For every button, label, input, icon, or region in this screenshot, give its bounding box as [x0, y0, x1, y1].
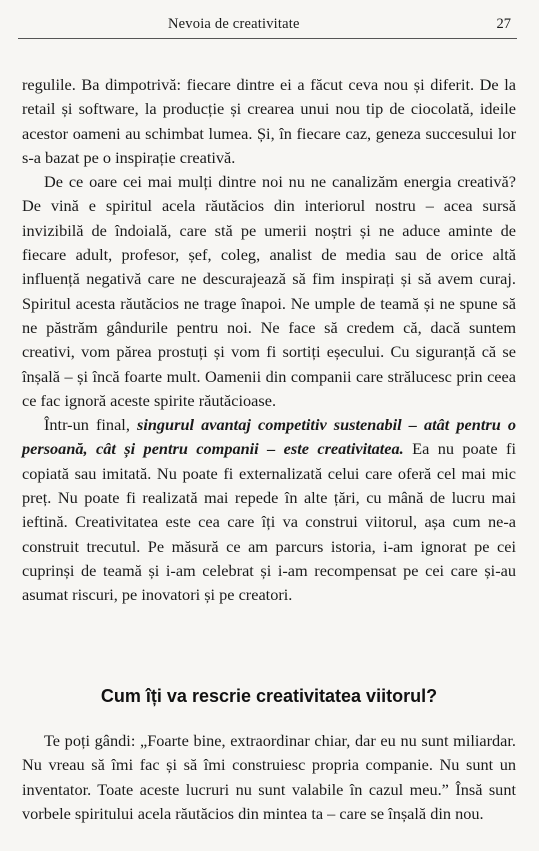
paragraph-4: Te poți gândi: „Foarte bine, extraordinar chiar, dar eu nu sunt miliardar. Nu vreau să îmi fac și să îmi construiesc propria companie. Nu sunt un inventator. Toate aceste lucruri nu sunt valabile în cazul meu.” Însă sunt vorbele spiritului acela răutăcios din mintea ta – care se înșală din nou.: [22, 731, 516, 823]
paragraph-3-lead: Într-un final,: [44, 415, 137, 435]
paragraph-3-emphasis: singurul avantaj competitiv sustenabil – atât pentru o persoană, cât și pentru companii – este creativitatea.: [22, 415, 516, 459]
body-text-after-heading: [22, 729, 516, 826]
paragraph-1: regulile. Ba dimpotrivă: fiecare dintre ei a făcut ceva nou și diferit. De la retail și software, la producție și crearea unui nou tip de ciocolată, ideile acestor oameni au schimbat lumea. Și, în fiecare caz, geneza succesului lor s-a bazat pe o inspirație creativă.: [22, 75, 516, 167]
section-heading: Cum îți va rescrie creativitatea viitorul?: [100, 686, 438, 706]
page-number: 27: [496, 16, 511, 32]
paragraph-3-rest: Ea nu poate fi copiată sau imitată. Nu poate fi externalizată celui care oferă cel mai mic preț. Nu poate fi realizată mai repede în alte țări, cu mână de lucru mai ieftină. Creativitatea este cea care îți va construi viitorul, așa cum ne-a construit trecutul. Pe măsură ce am parcurs istoria, i-am ignorat pe cei cuprinși de teamă și i-am celebrat și i-am recompensat pe cei care și-au asumat riscuri, pe inovatori și pe creatori.: [22, 439, 517, 605]
paragraph-3: [22, 413, 516, 607]
running-header: [18, 14, 517, 39]
running-title: Nevoia de creativitate: [168, 16, 300, 32]
paragraph-2: De ce oare cei mai mulți dintre noi nu ne canalizăm energia creativă? De vină e spiritul acela răutăcios din interiorul nostru – acea sursă invizibilă de îndoială, care stă pe umerii noștri și ne aduce aminte de fiecare adult, profesor, șef, coleg, analist de media sau de orice altă influență negativă care ne descurajează să fim inspirați și să avem curaj. Spiritul acesta răutăcios ne trage înapoi. Ne umple de teamă și ne spune să ne păstrăm gândurile pentru noi. Ne face să credem că, dacă suntem creativi, vom părea prostuți și vom fi sortiți eșecului. Cu siguranță că se înșală – și încă foarte mult. Oamenii din companii care strălucesc prin ceea ce fac ignoră aceste spirite răutăcioase.: [22, 172, 516, 410]
body-text: [22, 73, 516, 608]
